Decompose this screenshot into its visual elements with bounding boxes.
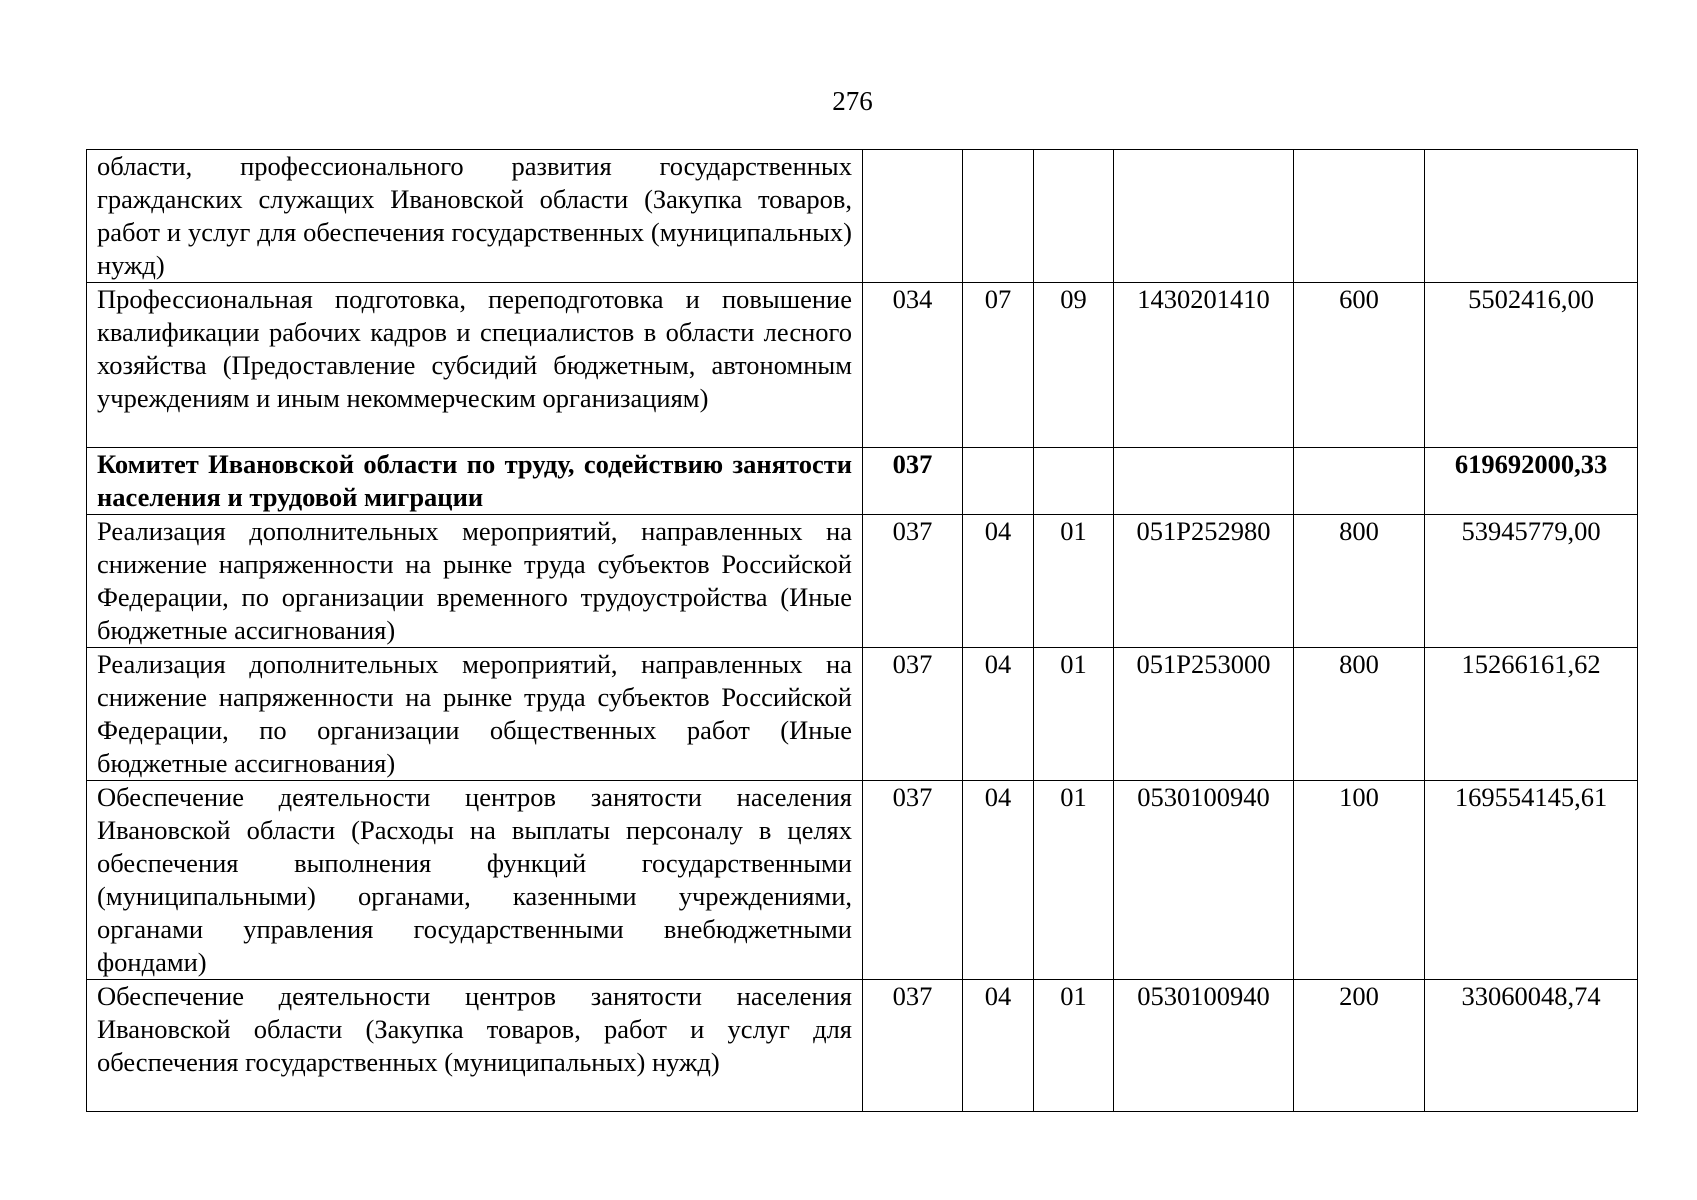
row-section-code: 04 — [963, 980, 1034, 1112]
budget-table — [86, 149, 1638, 1112]
row-target-code: 0530100940 — [1114, 980, 1294, 1112]
row-subsection-code: 01 — [1034, 781, 1114, 980]
row-target-code: 1430201410 — [1114, 283, 1294, 448]
row-section-code: 07 — [963, 283, 1034, 448]
table-row — [87, 150, 1638, 283]
row-amount: 33060048,74 — [1425, 980, 1638, 1112]
row-description: области, профессионального развития государственных гражданских служащих Ивановской области (Закупка товаров, работ и услуг для обеспечения государственных (муниципальных) нужд) — [87, 150, 863, 283]
row-expense-type-code: 800 — [1294, 515, 1425, 648]
row-target-code — [1114, 150, 1294, 283]
row-section-code: 04 — [963, 648, 1034, 781]
row-amount: 169554145,61 — [1425, 781, 1638, 980]
row-description: Реализация дополнительных мероприятий, направленных на снижение напряженности на рынке труда субъектов Российской Федерации, по организации общественных работ (Иные бюджетные ассигнования) — [87, 648, 863, 781]
row-description: Профессиональная подготовка, переподготовка и повышение квалификации рабочих кадров и специалистов в области лесного хозяйства (Предоставление субсидий бюджетным, автономным учреждениям и иным некоммерческим организациям) — [87, 283, 863, 448]
row-grbs-code: 034 — [863, 283, 963, 448]
row-section-code — [963, 150, 1034, 283]
row-amount: 619692000,33 — [1425, 448, 1638, 515]
row-subsection-code — [1034, 150, 1114, 283]
row-expense-type-code — [1294, 150, 1425, 283]
row-subsection-code: 09 — [1034, 283, 1114, 448]
row-subsection-code: 01 — [1034, 648, 1114, 781]
row-section-code: 04 — [963, 515, 1034, 648]
row-grbs-code — [863, 150, 963, 283]
row-description: Обеспечение деятельности центров занятости населения Ивановской области (Расходы на выплаты персоналу в целях обеспечения выполнения функций государственными (муниципальными) органами, казенными учреждениями, органами управления государственными внебюджетными фондами) — [87, 781, 863, 980]
row-target-code: 051P253000 — [1114, 648, 1294, 781]
table-row — [87, 980, 1638, 1112]
table-row — [87, 515, 1638, 648]
row-section-code: 04 — [963, 781, 1034, 980]
row-expense-type-code: 100 — [1294, 781, 1425, 980]
row-grbs-code: 037 — [863, 448, 963, 515]
row-target-code — [1114, 448, 1294, 515]
row-amount: 53945779,00 — [1425, 515, 1638, 648]
row-grbs-code: 037 — [863, 980, 963, 1112]
row-description: Комитет Ивановской области по труду, содействию занятости населения и трудовой миграции — [87, 448, 863, 515]
row-description: Реализация дополнительных мероприятий, направленных на снижение напряженности на рынке труда субъектов Российской Федерации, по организации временного трудоустройства (Иные бюджетные ассигнования) — [87, 515, 863, 648]
row-grbs-code: 037 — [863, 515, 963, 648]
row-subsection-code: 01 — [1034, 980, 1114, 1112]
table-row — [87, 781, 1638, 980]
row-expense-type-code: 600 — [1294, 283, 1425, 448]
row-expense-type-code — [1294, 448, 1425, 515]
row-amount: 5502416,00 — [1425, 283, 1638, 448]
row-target-code: 051P252980 — [1114, 515, 1294, 648]
row-target-code: 0530100940 — [1114, 781, 1294, 980]
row-section-code — [963, 448, 1034, 515]
row-amount — [1425, 150, 1638, 283]
row-grbs-code: 037 — [863, 781, 963, 980]
table-row — [87, 448, 1638, 515]
row-expense-type-code: 800 — [1294, 648, 1425, 781]
row-subsection-code — [1034, 448, 1114, 515]
table-row — [87, 648, 1638, 781]
row-grbs-code: 037 — [863, 648, 963, 781]
row-subsection-code: 01 — [1034, 515, 1114, 648]
row-description: Обеспечение деятельности центров занятости населения Ивановской области (Закупка товаров, работ и услуг для обеспечения государственных (муниципальных) нужд) — [87, 980, 863, 1112]
table-row — [87, 283, 1638, 448]
row-amount: 15266161,62 — [1425, 648, 1638, 781]
page-number: 276 — [832, 86, 873, 116]
row-expense-type-code: 200 — [1294, 980, 1425, 1112]
